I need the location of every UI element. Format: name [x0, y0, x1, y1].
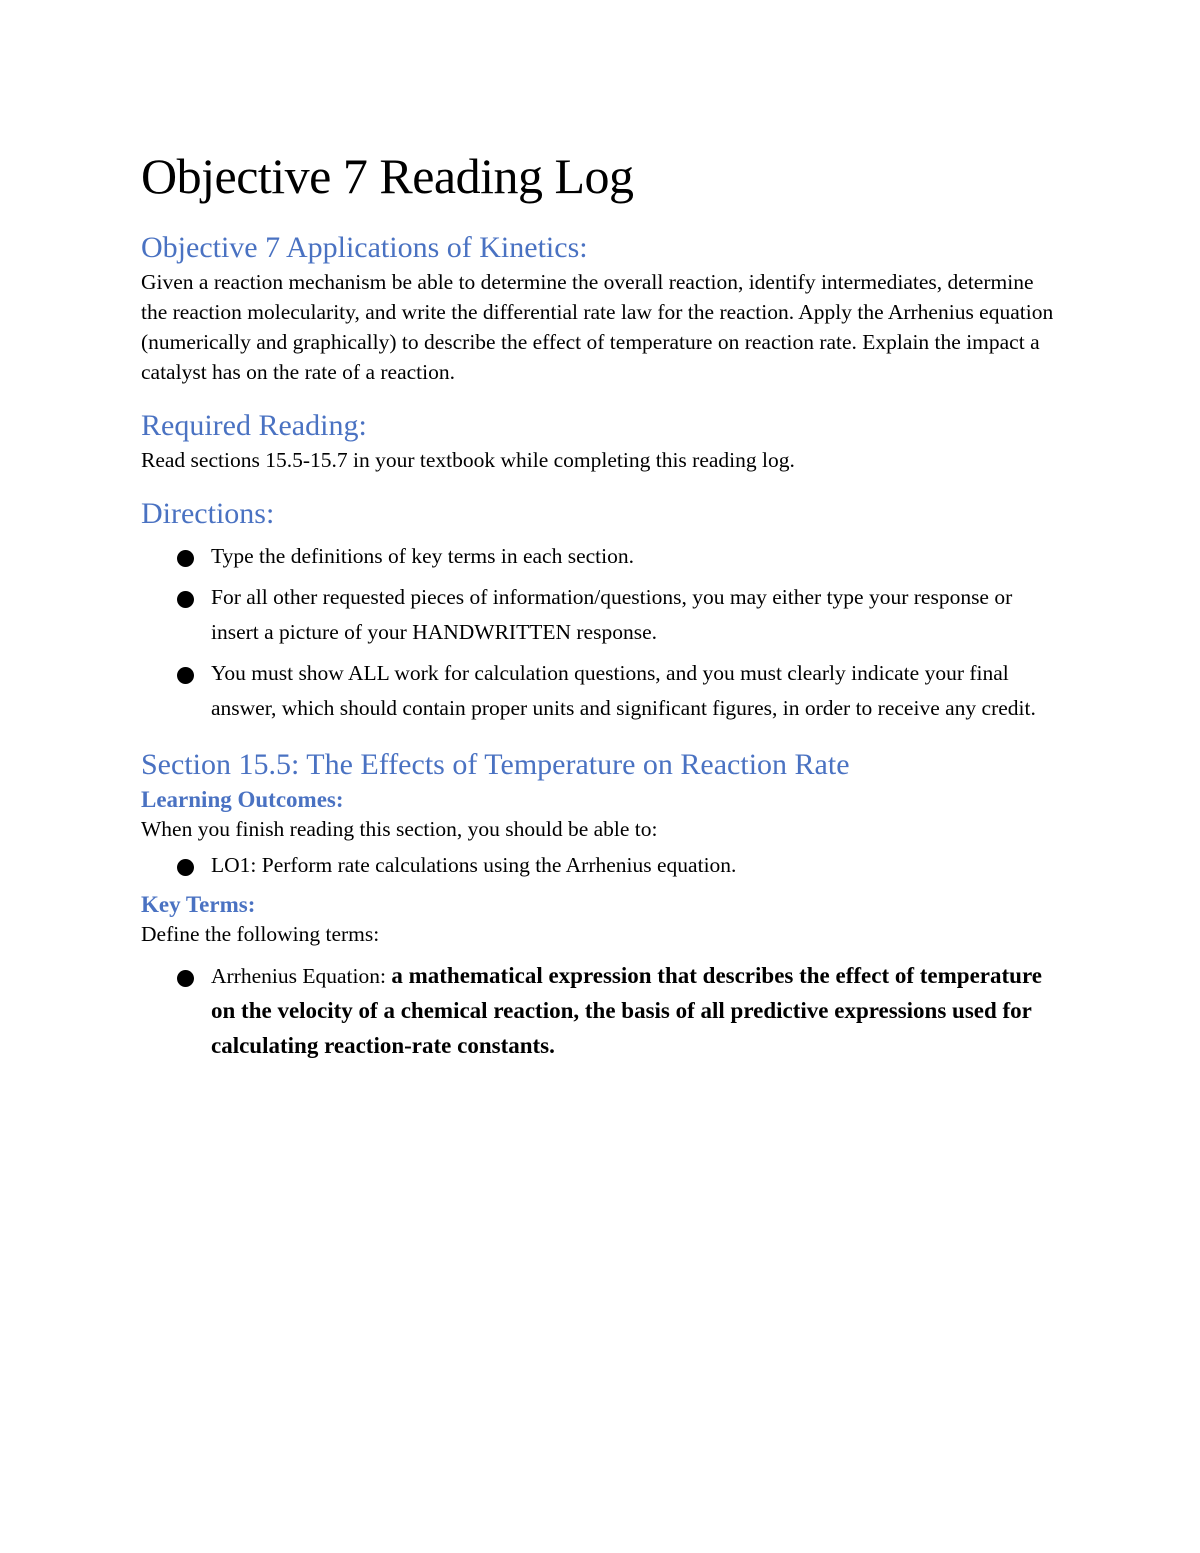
- key-term-definition: a mathematical expression that describes the effect of temperature on the velocity of a chemical reaction, the basis of all predictive expressions used for calculating reaction-rate constants.: [211, 963, 1042, 1058]
- learning-outcomes-heading: Learning Outcomes:: [141, 787, 344, 812]
- key-terms-heading: Key Terms:: [141, 892, 256, 917]
- key-terms-list: [141, 959, 1061, 1064]
- document-page: [141, 140, 1061, 1070]
- objective-body: Given a reaction mechanism be able to determine the overall reaction, identify intermediates, determine the reaction molecularity, and write the differential rate law for the reaction. Apply the Arrhenius equation (numerically and graphically) to describe the effect of temperature on reaction rate. Explain the impact a catalyst has on the rate of a reaction.: [141, 270, 1054, 384]
- list-item: [141, 959, 1061, 1064]
- bullet-icon: [177, 859, 194, 876]
- directions-list: [141, 539, 1061, 726]
- document-title: Objective 7 Reading Log: [141, 148, 634, 204]
- bullet-icon: [177, 550, 194, 567]
- key-terms-intro: Define the following terms:: [141, 922, 380, 946]
- learning-outcomes-intro: When you finish reading this section, you should be able to:: [141, 817, 658, 841]
- objective-heading: Objective 7 Applications of Kinetics:: [141, 231, 588, 264]
- directions-item-text: For all other requested pieces of information/questions, you may either type your response or insert a picture of your HANDWRITTEN response.: [211, 585, 1013, 644]
- required-reading-body: Read sections 15.5-15.7 in your textbook while completing this reading log.: [141, 448, 795, 472]
- bullet-icon: [177, 970, 194, 987]
- list-item: [141, 580, 1061, 650]
- bullet-icon: [177, 591, 194, 608]
- list-item: [141, 539, 1061, 574]
- learning-outcome-text: LO1: Perform rate calculations using the Arrhenius equation.: [211, 853, 737, 877]
- section-heading: Section 15.5: The Effects of Temperature on Reaction Rate: [141, 748, 850, 781]
- list-item: [141, 848, 1061, 883]
- bullet-icon: [177, 667, 194, 684]
- directions-item-text: Type the definitions of key terms in each section.: [211, 544, 634, 568]
- directions-item-text: You must show ALL work for calculation questions, and you must clearly indicate your final answer, which should contain proper units and significant figures, in order to receive any credit.: [211, 661, 1036, 720]
- required-reading-heading: Required Reading:: [141, 409, 367, 442]
- list-item: [141, 656, 1061, 726]
- key-term-label: Arrhenius Equation:: [211, 964, 392, 988]
- learning-outcomes-list: [141, 848, 1061, 883]
- directions-heading: Directions:: [141, 497, 275, 530]
